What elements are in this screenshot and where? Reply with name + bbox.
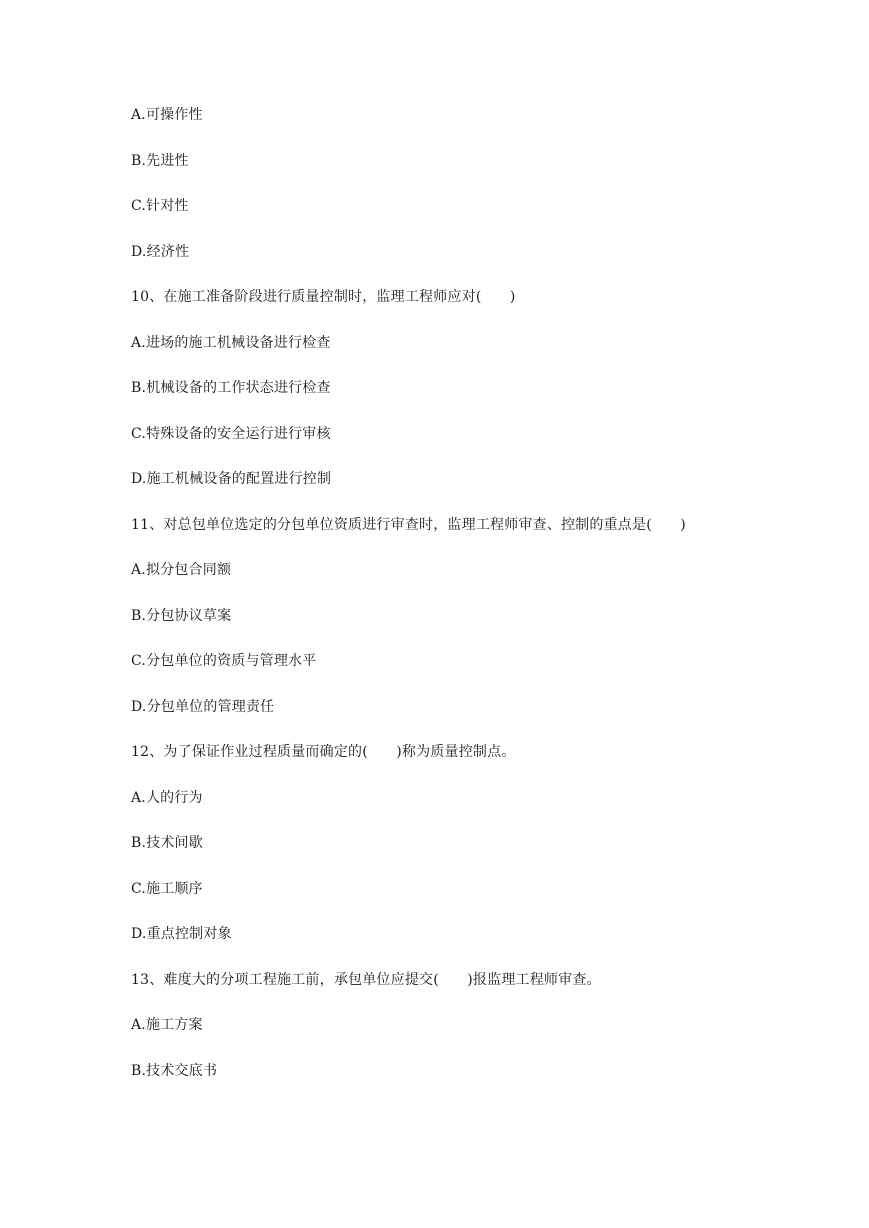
option-10c: C.特殊设备的安全运行进行审核 bbox=[131, 426, 331, 442]
option-9b: B.先进性 bbox=[131, 153, 189, 169]
option-10a: A.进场的施工机械设备进行检查 bbox=[131, 335, 331, 351]
option-13a: A.施工方案 bbox=[131, 1017, 203, 1033]
option-9d: D.经济性 bbox=[131, 244, 190, 260]
option-12a: A.人的行为 bbox=[131, 790, 203, 806]
option-9a: A.可操作性 bbox=[131, 107, 203, 123]
option-10d: D.施工机械设备的配置进行控制 bbox=[131, 471, 332, 487]
option-13b: B.技术交底书 bbox=[131, 1063, 218, 1079]
option-11c: C.分包单位的资质与管理水平 bbox=[131, 653, 317, 669]
option-11d: D.分包单位的管理责任 bbox=[131, 699, 275, 715]
option-10b: B.机械设备的工作状态进行检查 bbox=[131, 380, 331, 396]
option-12d: D.重点控制对象 bbox=[131, 926, 232, 942]
question-13: 13、难度大的分项工程施工前，承包单位应提交( )报监理工程师审查。 bbox=[131, 972, 601, 988]
option-12b: B.技术间歇 bbox=[131, 835, 203, 851]
option-12c: C.施工顺序 bbox=[131, 881, 203, 897]
option-11b: B.分包协议草案 bbox=[131, 608, 232, 624]
option-9c: C.针对性 bbox=[131, 198, 189, 214]
question-12: 12、为了保证作业过程质量而确定的( )称为质量控制点。 bbox=[131, 744, 516, 760]
question-11: 11、对总包单位选定的分包单位资质进行审查时，监理工程师审查、控制的重点是( ) bbox=[131, 517, 686, 533]
option-11a: A.拟分包合同额 bbox=[131, 562, 232, 578]
question-10: 10、在施工准备阶段进行质量控制时，监理工程师应对( ) bbox=[131, 289, 516, 305]
